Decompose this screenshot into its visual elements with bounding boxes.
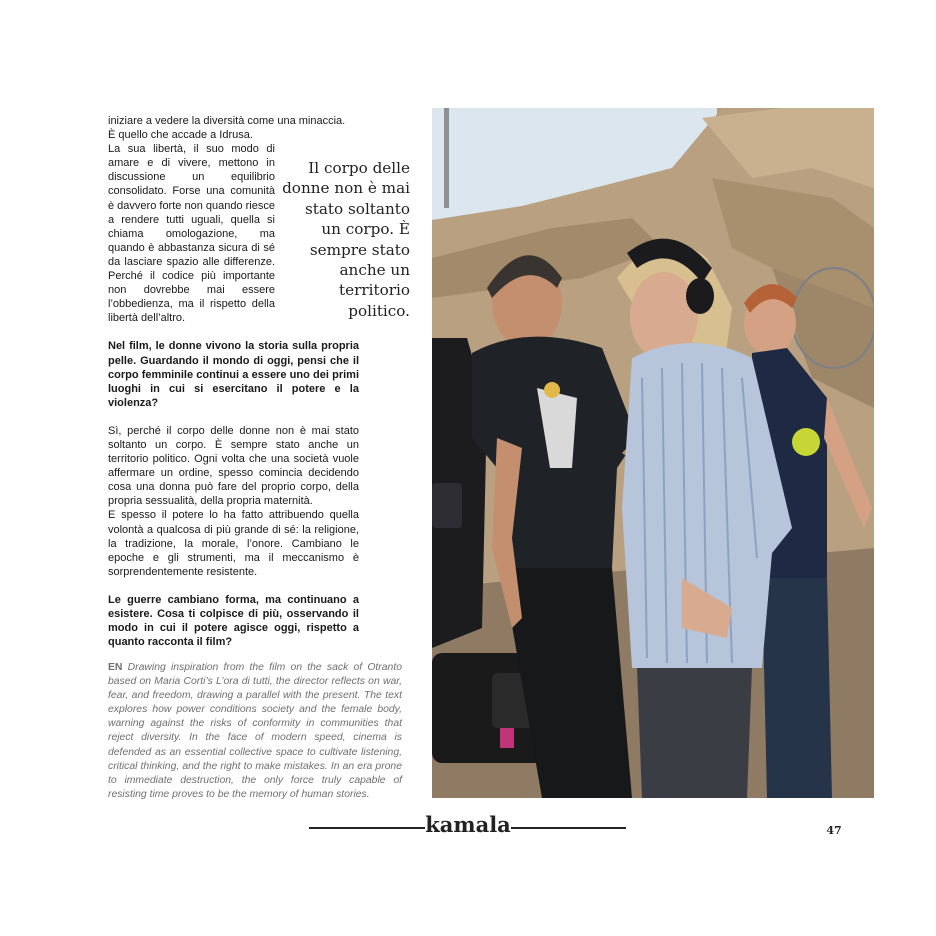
english-summary — [108, 661, 402, 802]
interview-question: Nel film, le donne vivono la storia sulla propria pelle. Guardando il mondo di oggi, pensi che il corpo femminile continui a essere uno dei primi luoghi in cui si esercitano il potere e la violenza? — [108, 340, 359, 409]
intro-line: È quello che accade a Idrusa. — [108, 129, 253, 142]
film-set-photo — [432, 108, 874, 798]
magazine-brand: kamala — [425, 812, 511, 837]
footer-rule-left — [309, 827, 425, 829]
intro-line: iniziare a vedere la diversità come una minaccia. — [108, 115, 346, 127]
body-paragraph: La sua libertà, il suo modo di amare e di vivere, mettono in discussione un equilibrio consolidato. Forse una comunità è davvero forte non quando riesce a rendere tutti uguali, quella si chiama omologazione, ma quando è abbastanza sicura di sé da lasciare spazio alle differenze. Perché il codice più importante non dovrebbe mai essere l’obbedienza, ma il rispetto della libertà dell’altro. — [108, 143, 275, 325]
interview-question: Le guerre cambiano forma, ma continuano a esistere. Cosa ti colpisce di più, osservando il modo in cui il potere agisce oggi, rispetto a quanto racconta il film? — [108, 593, 359, 649]
english-summary-text: Drawing inspiration from the film on the sack of Otranto based on Maria Corti’s L’ora di tutti, the director reflects on war, fear, and freedom, drawing a parallel with the present. The text explores how power conditions society and the female body, warning against the risks of conformity in communities that reject diversity. In the face of modern speed, cinema is defended as an essential collective space to cultivate listening, critical thinking, and the right to make mistakes. In an era prone to immediate destruction, the only force truly capable of resisting time proves to be the memory of human stories. — [108, 662, 402, 800]
page-number: 47 — [826, 824, 842, 837]
pull-quote: Il corpo delle donne non è mai stato soltanto un corpo. È sempre stato anche un territorio politico. — [282, 159, 410, 320]
body-paragraph: E spesso il potere lo ha fatto attribuendo quella volontà a qualcosa di più grande di sé: la religione, la tradizione, la morale, l’onore. Cambiano le epoche e gli strumenti, ma il meccanismo è sorprendentemente resistente. — [108, 509, 359, 578]
photo-film-set-icon — [432, 108, 874, 798]
language-tag: EN — [108, 662, 123, 673]
footer-rule-right — [511, 827, 626, 829]
body-paragraph: Sì, perché il corpo delle donne non è mai stato soltanto un corpo. È sempre stato anche un territorio politico. Ogni volta che una società vuole affermare un ordine, spesso comincia decidendo cosa una donna può fare del proprio corpo, della propria sessualità, della propria maternità. — [108, 424, 359, 508]
